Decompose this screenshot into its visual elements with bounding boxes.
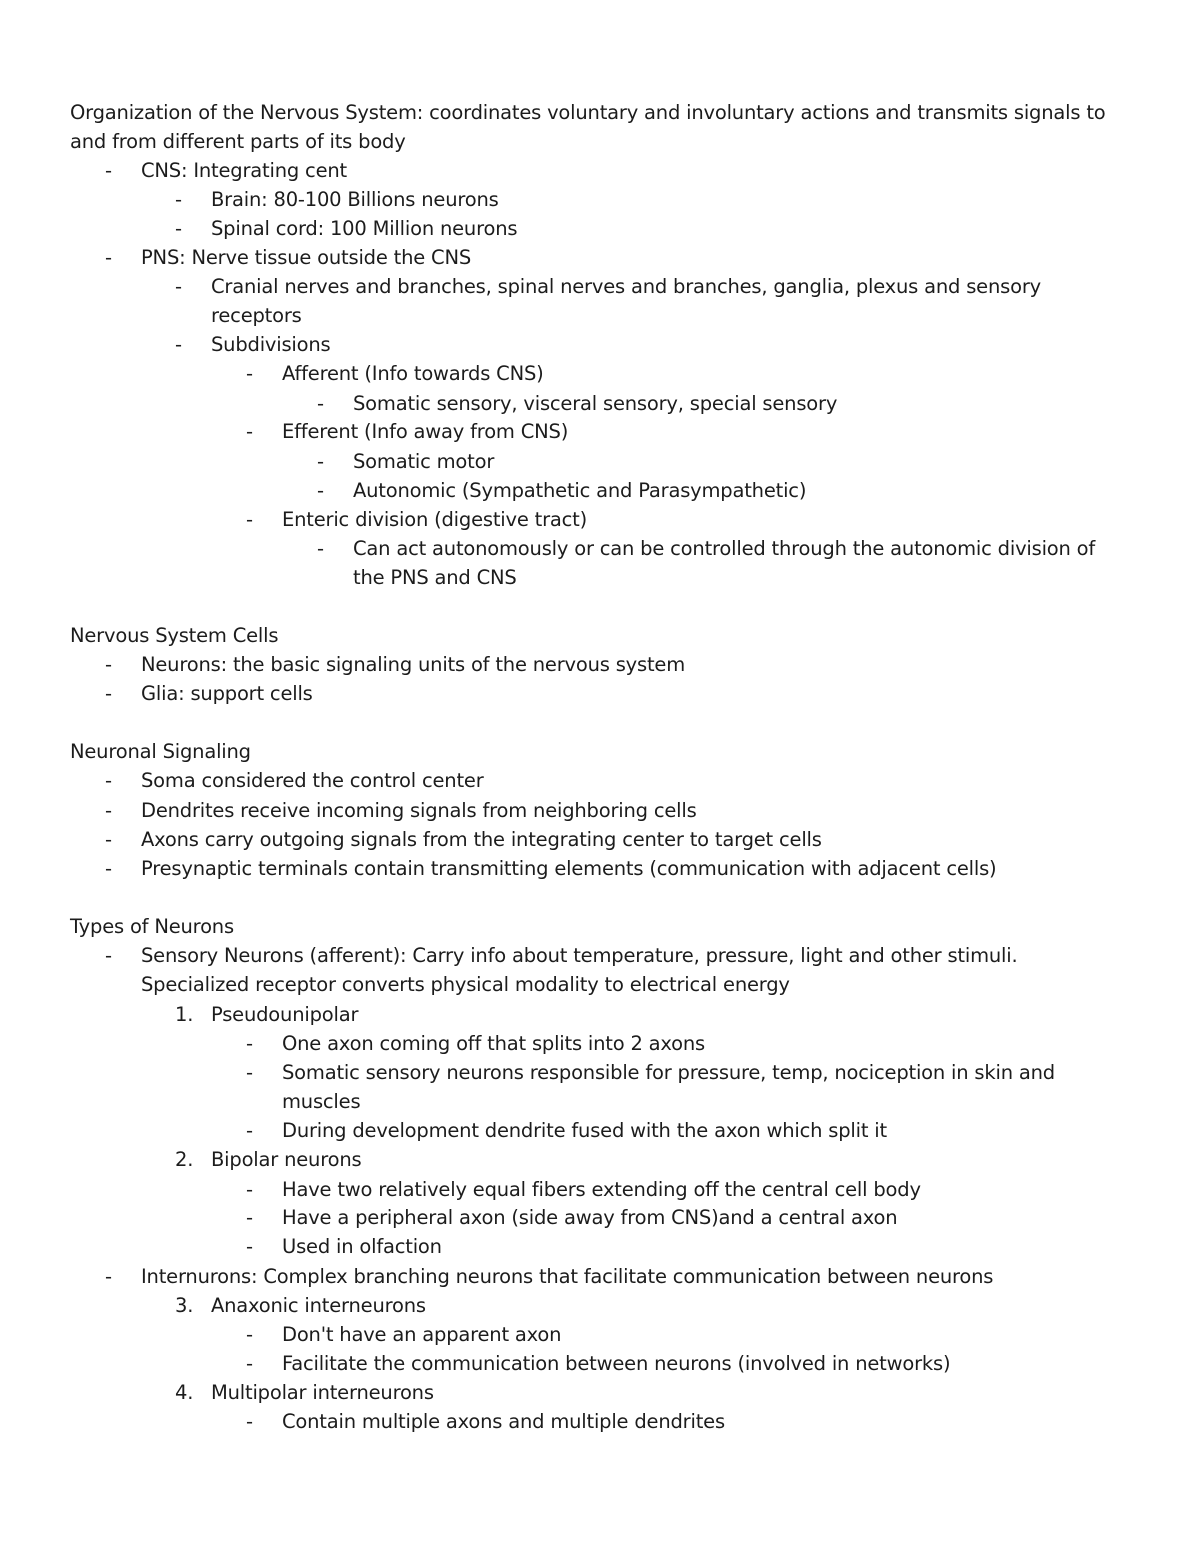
bullet-marker: - xyxy=(105,653,112,676)
bullet-marker: - xyxy=(105,682,112,705)
document-line xyxy=(0,1203,1200,1232)
bullet-marker: - xyxy=(317,450,324,473)
list-number: 4. xyxy=(175,1381,194,1404)
line-text: CNS: Integrating cent xyxy=(141,159,347,182)
document-line xyxy=(0,796,1200,825)
line-text: Organization of the Nervous System: coordinates voluntary and involuntary actions and transmits signals to xyxy=(70,101,1106,124)
line-text: Anaxonic interneurons xyxy=(211,1294,426,1317)
line-text: Axons carry outgoing signals from the integrating center to target cells xyxy=(141,828,822,851)
bullet-marker: - xyxy=(175,217,182,240)
list-number: 1. xyxy=(175,1003,194,1026)
document-line xyxy=(0,1087,1200,1116)
bullet-marker: - xyxy=(175,188,182,211)
bullet-marker: - xyxy=(105,1265,112,1288)
bullet-marker: - xyxy=(105,944,112,967)
document-line xyxy=(0,301,1200,330)
bullet-marker: - xyxy=(317,537,324,560)
document-line xyxy=(0,1262,1200,1291)
line-text: Internurons: Complex branching neurons that facilitate communication between neurons xyxy=(141,1265,994,1288)
document-line xyxy=(0,1349,1200,1378)
bullet-marker: - xyxy=(246,362,253,385)
bullet-marker: - xyxy=(246,1119,253,1142)
document-line xyxy=(0,1232,1200,1261)
line-text: Neuronal Signaling xyxy=(70,740,251,763)
document-line xyxy=(0,854,1200,883)
line-text: Somatic sensory, visceral sensory, special sensory xyxy=(353,392,838,415)
document-line xyxy=(0,650,1200,679)
line-text: Bipolar neurons xyxy=(211,1148,362,1171)
document-line xyxy=(0,1291,1200,1320)
line-text: and from different parts of its body xyxy=(70,130,406,153)
document-line xyxy=(0,127,1200,156)
line-text: Spinal cord: 100 Million neurons xyxy=(211,217,518,240)
line-text: Dendrites receive incoming signals from neighboring cells xyxy=(141,799,697,822)
document-line xyxy=(0,185,1200,214)
bullet-marker: - xyxy=(317,479,324,502)
line-text: Neurons: the basic signaling units of the nervous system xyxy=(141,653,685,676)
line-text: Used in olfaction xyxy=(282,1235,442,1258)
line-text: Facilitate the communication between neurons (involved in networks) xyxy=(282,1352,951,1375)
line-text: Enteric division (digestive tract) xyxy=(282,508,588,531)
line-text: Contain multiple axons and multiple dendrites xyxy=(282,1410,725,1433)
document-line xyxy=(0,359,1200,388)
document-line xyxy=(0,156,1200,185)
document-line xyxy=(0,272,1200,301)
line-text: Types of Neurons xyxy=(70,915,234,938)
document-line xyxy=(0,243,1200,272)
document-line xyxy=(0,214,1200,243)
document-line xyxy=(0,447,1200,476)
bullet-marker: - xyxy=(175,333,182,356)
bullet-marker: - xyxy=(105,769,112,792)
document-line xyxy=(0,1378,1200,1407)
bullet-marker: - xyxy=(246,1178,253,1201)
bullet-marker: - xyxy=(175,275,182,298)
line-text: Sensory Neurons (afferent): Carry info about temperature, pressure, light and other stimuli. xyxy=(141,944,1018,967)
document-line xyxy=(0,1145,1200,1174)
document-line xyxy=(0,534,1200,563)
document-line xyxy=(0,825,1200,854)
bullet-marker: - xyxy=(105,246,112,269)
line-text: Somatic motor xyxy=(353,450,495,473)
bullet-marker: - xyxy=(246,1235,253,1258)
document-line xyxy=(0,476,1200,505)
document-line xyxy=(0,1029,1200,1058)
line-text: Have two relatively equal fibers extending off the central cell body xyxy=(282,1178,921,1201)
document-line xyxy=(0,766,1200,795)
document-line xyxy=(0,563,1200,592)
bullet-marker: - xyxy=(246,1032,253,1055)
list-number: 3. xyxy=(175,1294,194,1317)
document-line xyxy=(0,912,1200,941)
document-line xyxy=(0,98,1200,127)
document-line xyxy=(0,1320,1200,1349)
document-line xyxy=(0,505,1200,534)
document-line xyxy=(0,621,1200,650)
line-text: Efferent (Info away from CNS) xyxy=(282,420,569,443)
bullet-marker: - xyxy=(246,1206,253,1229)
line-text: Multipolar interneurons xyxy=(211,1381,434,1404)
line-text: Somatic sensory neurons responsible for pressure, temp, nociception in skin and xyxy=(282,1061,1055,1084)
line-text: Have a peripheral axon (side away from CNS)and a central axon xyxy=(282,1206,898,1229)
line-text: Don't have an apparent axon xyxy=(282,1323,562,1346)
bullet-marker: - xyxy=(246,1352,253,1375)
bullet-marker: - xyxy=(246,1410,253,1433)
line-text: One axon coming off that splits into 2 axons xyxy=(282,1032,706,1055)
document-line xyxy=(0,1407,1200,1436)
line-text: Cranial nerves and branches, spinal nerves and branches, ganglia, plexus and sensory xyxy=(211,275,1041,298)
line-text: Can act autonomously or can be controlled through the autonomic division of xyxy=(353,537,1096,560)
bullet-marker: - xyxy=(105,828,112,851)
bullet-marker: - xyxy=(105,857,112,880)
line-text: Presynaptic terminals contain transmitting elements (communication with adjacent cells) xyxy=(141,857,997,880)
line-text: Specialized receptor converts physical modality to electrical energy xyxy=(141,973,790,996)
line-text: PNS: Nerve tissue outside the CNS xyxy=(141,246,472,269)
document-line xyxy=(0,970,1200,999)
document-line xyxy=(0,417,1200,446)
document-line xyxy=(0,1116,1200,1145)
document-line xyxy=(0,1058,1200,1087)
bullet-marker: - xyxy=(246,508,253,531)
bullet-marker: - xyxy=(317,392,324,415)
line-text: the PNS and CNS xyxy=(353,566,517,589)
line-text: Pseudounipolar xyxy=(211,1003,359,1026)
line-text: Subdivisions xyxy=(211,333,331,356)
bullet-marker: - xyxy=(246,420,253,443)
list-number: 2. xyxy=(175,1148,194,1171)
bullet-marker: - xyxy=(246,1323,253,1346)
document-line xyxy=(0,941,1200,970)
document-line xyxy=(0,737,1200,766)
line-text: Afferent (Info towards CNS) xyxy=(282,362,544,385)
bullet-marker: - xyxy=(105,159,112,182)
document-line xyxy=(0,1175,1200,1204)
document-line xyxy=(0,389,1200,418)
line-text: During development dendrite fused with the axon which split it xyxy=(282,1119,887,1142)
line-text: muscles xyxy=(282,1090,361,1113)
line-text: Soma considered the control center xyxy=(141,769,484,792)
line-text: Nervous System Cells xyxy=(70,624,279,647)
line-text: receptors xyxy=(211,304,302,327)
line-text: Glia: support cells xyxy=(141,682,313,705)
line-text: Brain: 80-100 Billions neurons xyxy=(211,188,499,211)
bullet-marker: - xyxy=(105,799,112,822)
document-line xyxy=(0,1000,1200,1029)
document-line xyxy=(0,330,1200,359)
line-text: Autonomic (Sympathetic and Parasympathetic) xyxy=(353,479,807,502)
document-line xyxy=(0,679,1200,708)
bullet-marker: - xyxy=(246,1061,253,1084)
